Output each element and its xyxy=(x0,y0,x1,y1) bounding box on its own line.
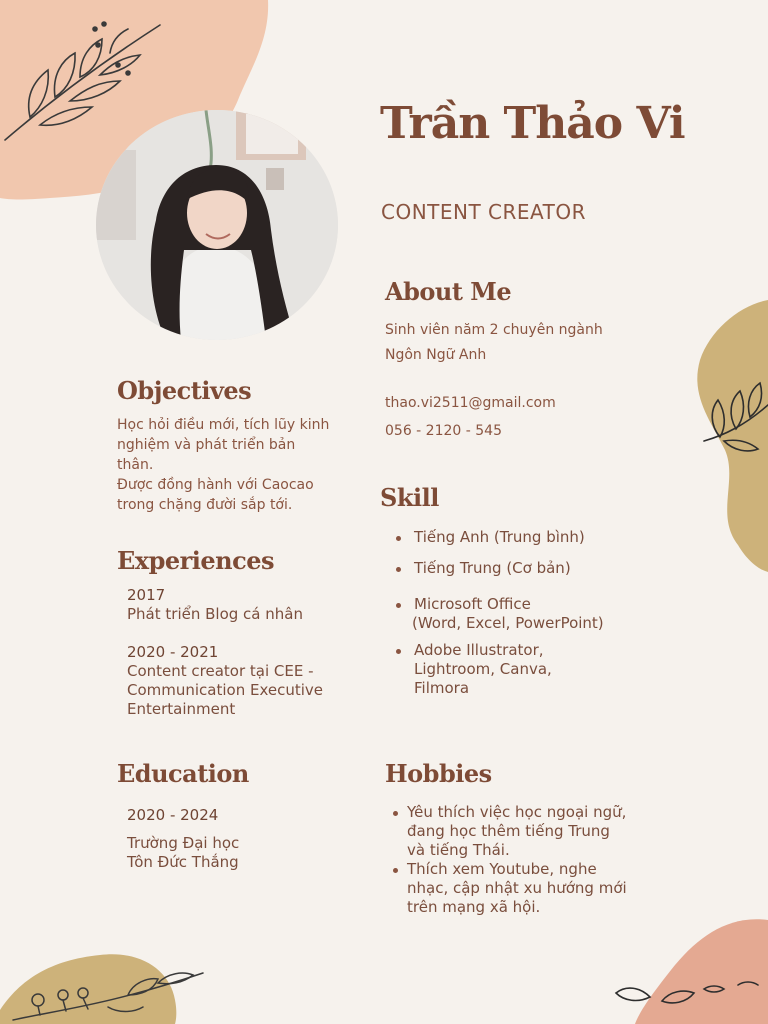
experience-item xyxy=(127,586,303,624)
hobby-line: nhạc, cập nhật xu hướng mới xyxy=(407,879,627,897)
skill-line: Lightroom, Canva, xyxy=(414,660,552,678)
about-line: Ngôn Ngữ Anh xyxy=(385,347,487,363)
skill-line: Tiếng Trung (Cơ bản) xyxy=(414,559,571,577)
phone-text: 056 - 2120 - 545 xyxy=(385,423,502,439)
section-title-education: Education xyxy=(117,759,249,788)
objectives-line: Học hỏi điều mới, tích lũy kinh xyxy=(117,417,330,433)
leaf-branch-right xyxy=(700,355,768,455)
skill-list xyxy=(388,528,688,698)
objectives-line: Được đồng hành với Caocao xyxy=(117,477,314,493)
skill-line: Adobe Illustrator, xyxy=(414,641,544,659)
experience-line: Phát triển Blog cá nhân xyxy=(127,605,303,623)
objectives-text xyxy=(117,415,329,515)
section-title-about: About Me xyxy=(385,277,512,306)
list-item xyxy=(388,595,688,633)
section-title-skill: Skill xyxy=(380,483,439,512)
education-year: 2020 - 2024 xyxy=(127,806,219,824)
hobby-line: và tiếng Thái. xyxy=(407,841,510,859)
person-name: Trần Thảo Vi xyxy=(380,98,685,149)
list-item xyxy=(389,803,689,860)
flower-branch-bottom-left xyxy=(8,965,208,1024)
section-title-objectives: Objectives xyxy=(117,376,252,405)
section-title-experiences: Experiences xyxy=(117,546,275,575)
list-item xyxy=(388,528,688,547)
list-item xyxy=(388,559,688,578)
about-text xyxy=(385,318,603,368)
experience-item xyxy=(127,643,323,719)
hobbies-list xyxy=(389,803,689,917)
section-title-hobbies: Hobbies xyxy=(385,759,492,788)
hobby-line: Yêu thích việc học ngoại ngữ, xyxy=(407,803,627,821)
experience-line: Content creator tại CEE - xyxy=(127,662,314,680)
objectives-line: nghiệm và phát triển bản xyxy=(117,437,296,453)
profile-photo xyxy=(96,110,338,340)
leaf-cluster-bottom-right xyxy=(612,975,768,1015)
about-line: Sinh viên năm 2 chuyên ngành xyxy=(385,322,603,338)
leaf-branch-top-left xyxy=(0,15,170,145)
hobby-line: đang học thêm tiếng Trung xyxy=(407,822,610,840)
education-school xyxy=(127,834,239,872)
experience-line: Entertainment xyxy=(127,700,236,718)
list-item xyxy=(389,860,689,917)
profile-photo-illustration xyxy=(96,110,338,340)
experience-year: 2020 - 2021 xyxy=(127,643,219,661)
objectives-line: thân. xyxy=(117,457,154,473)
experience-year: 2017 xyxy=(127,586,166,604)
hobby-line: Thích xem Youtube, nghe xyxy=(407,860,597,878)
experience-line: Communication Executive xyxy=(127,681,324,699)
list-item xyxy=(388,641,688,698)
education-line: Trường Đại học xyxy=(127,834,240,852)
skill-line: Tiếng Anh (Trung bình) xyxy=(414,528,585,546)
skill-line: Microsoft Office xyxy=(414,595,531,613)
skill-line: (Word, Excel, PowerPoint) xyxy=(412,614,604,632)
education-line: Tôn Đức Thắng xyxy=(127,853,239,871)
skill-line: Filmora xyxy=(414,679,470,697)
email-text[interactable]: thao.vi2511@gmail.com xyxy=(385,395,556,411)
job-title: CONTENT CREATOR xyxy=(381,200,587,224)
objectives-line: trong chặng đười sắp tới. xyxy=(117,497,293,513)
hobby-line: trên mạng xã hội. xyxy=(407,898,541,916)
